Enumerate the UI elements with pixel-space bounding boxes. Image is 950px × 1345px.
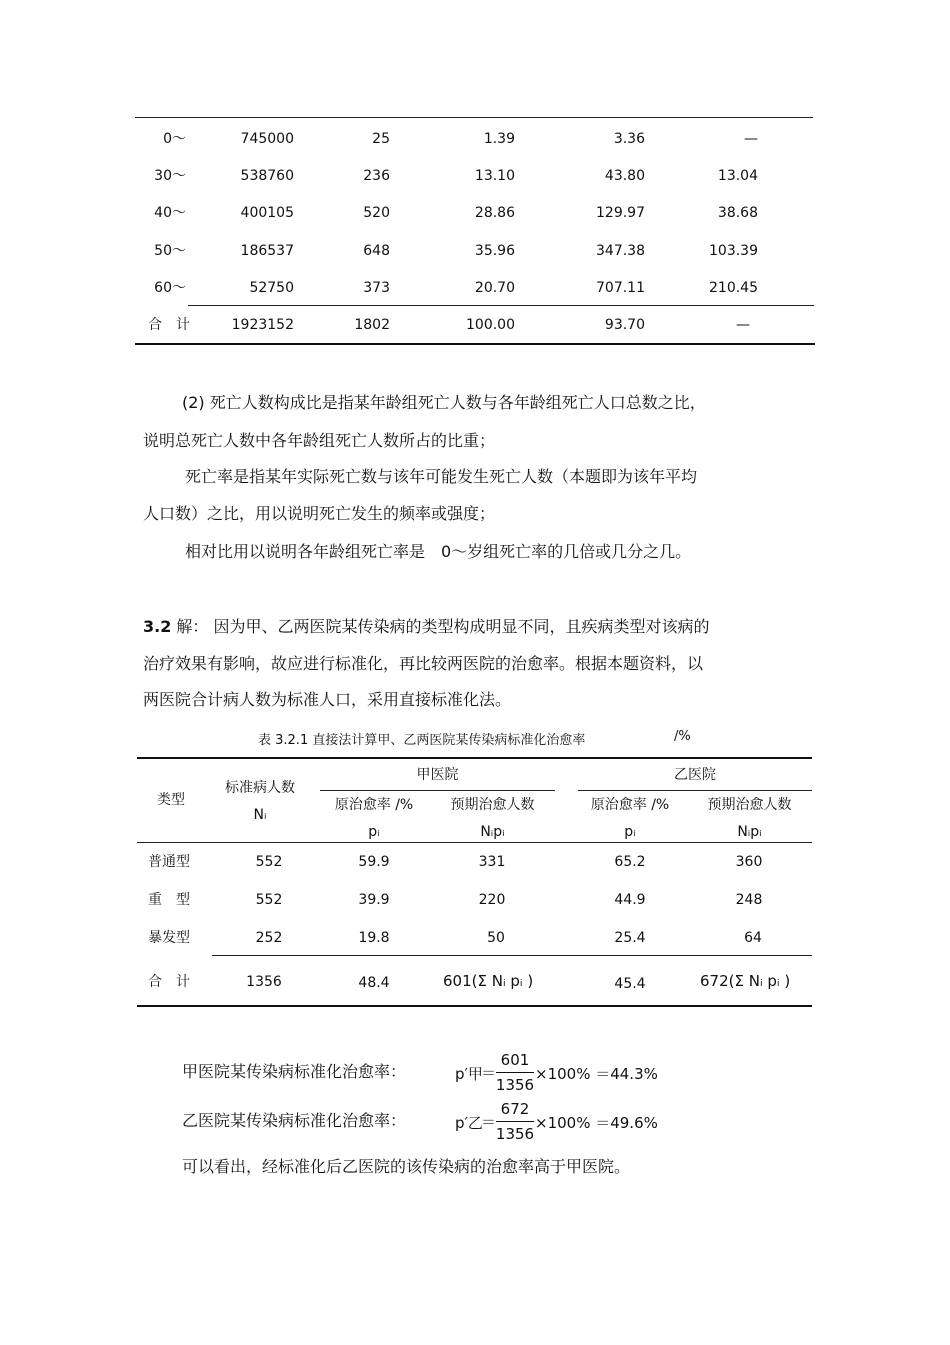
equals-sign: ＝ <box>481 1113 497 1131</box>
header-orig-rate-a: 原治愈率 /% <box>334 797 414 813</box>
ratio-cell: 1.39 <box>483 131 515 147</box>
rate-cell: 43.80 <box>604 168 645 184</box>
pb-cell: 25.4 <box>614 930 646 946</box>
header-type: 类型 <box>157 792 185 808</box>
formula-a-symbol: p′甲 <box>455 1065 483 1083</box>
pa-cell: 59.9 <box>358 854 390 870</box>
rel-cell: — <box>736 317 750 333</box>
header-orig-rate-b: 原治愈率 /% <box>590 797 670 813</box>
age-cell: 60～ <box>154 280 186 296</box>
nb-total-sum: 672(Σ Nᵢ pᵢ ) <box>700 972 791 990</box>
section-3-2-line1 <box>143 616 710 638</box>
section-3-2-line2: 治疗效果有影响，故应进行标准化，再比较两医院的治愈率。根据本题资料，以 <box>143 654 704 673</box>
table2-header-rule <box>137 842 812 843</box>
rel-cell: 103.39 <box>709 243 758 259</box>
ratio-cell: 20.70 <box>474 280 515 296</box>
rate-cell: 707.11 <box>596 280 645 296</box>
hospital-b-rule <box>578 790 812 791</box>
pb-cell: 44.9 <box>614 892 646 908</box>
fraction-bar <box>496 1121 534 1122</box>
rate-cell: 3.36 <box>613 131 645 147</box>
type-cell: 普通型 <box>148 854 190 870</box>
fraction-bar <box>496 1072 534 1073</box>
rel-cell: 38.68 <box>717 205 758 221</box>
na-total-sum: 601(Σ Nᵢ pᵢ ) <box>443 972 534 990</box>
rel-cell: — <box>744 131 758 147</box>
formula-b-denominator: 1356 <box>495 1125 535 1143</box>
deaths-cell: 236 <box>363 168 390 184</box>
header-hospital-a: 甲医院 <box>416 767 459 783</box>
rel-cell: 210.45 <box>709 280 758 296</box>
section-text: 解： 因为甲、乙两医院某传染病的类型构成明显不同，且疾病类型对该病的 <box>171 617 710 636</box>
header-std: 标准病人数 <box>225 780 295 796</box>
conclusion: 可以看出，经标准化后乙医院的该传染病的治愈率高于甲医院。 <box>182 1157 631 1176</box>
nb-cell: 360 <box>735 854 763 870</box>
age-cell: 合 计 <box>148 317 190 333</box>
section-3-2-line3: 两医院合计病人数为标准人口，采用直接标准化法。 <box>143 690 512 709</box>
equals-sign: ＝ <box>481 1064 497 1082</box>
table1-total-rule <box>188 305 814 306</box>
pop-cell: 52750 <box>249 280 294 296</box>
section-number: 3.2 <box>143 617 172 636</box>
na-cell: 331 <box>478 854 506 870</box>
formula-b-label: 乙医院某传染病标准化治愈率： <box>182 1111 407 1130</box>
paragraph-relative-ratio: 相对比用以说明各年龄组死亡率是 0～岁组死亡率的几倍或几分之几。 <box>185 542 692 561</box>
nb-cell: 248 <box>735 892 763 908</box>
header-pred-b: 预期治愈人数 <box>707 797 792 813</box>
type-cell: 合 计 <box>148 974 190 990</box>
na-cell: 220 <box>478 892 506 908</box>
header-np-symbol-a: Nᵢpᵢ <box>480 824 505 840</box>
rate-cell: 347.38 <box>596 243 645 259</box>
nb-cell: 64 <box>744 930 762 946</box>
hospital-a-rule <box>320 790 555 791</box>
formula-b-result: ×100% ＝49.6% <box>535 1114 658 1132</box>
pa-cell: 48.4 <box>358 975 390 991</box>
pop-cell: 745000 <box>240 131 294 147</box>
table2-bottom-rule <box>137 1005 812 1007</box>
header-std-symbol: Nᵢ <box>253 807 267 823</box>
formula-a-label: 甲医院某传染病标准化治愈率： <box>182 1062 407 1081</box>
type-cell: 暴发型 <box>148 930 190 946</box>
n-cell: 552 <box>255 892 283 908</box>
age-cell: 40～ <box>154 205 186 221</box>
rel-cell: 13.04 <box>717 168 758 184</box>
formula-a-numerator: 601 <box>500 1051 530 1069</box>
table2-total-rule <box>212 955 812 956</box>
header-np-symbol-b: Nᵢpᵢ <box>737 824 762 840</box>
paragraph-composition-cont: 说明总死亡人数中各年龄组死亡人数所占的比重； <box>143 431 496 450</box>
n-cell: 252 <box>255 930 283 946</box>
table2-caption: 表 3.2.1 直接法计算甲、乙两医院某传染病标准化治愈率 <box>258 733 586 748</box>
n-cell: 552 <box>255 854 283 870</box>
pop-cell: 186537 <box>240 243 294 259</box>
paragraph-death-rate: 死亡率是指某年实际死亡数与该年可能发生死亡人数（本题即为该年平均 <box>185 467 698 486</box>
deaths-cell: 373 <box>363 280 390 296</box>
paragraph-death-rate-cont: 人口数）之比，用以说明死亡发生的频率或强度； <box>143 504 496 523</box>
ratio-cell: 35.96 <box>474 243 515 259</box>
header-p-symbol-b: pᵢ <box>624 824 636 840</box>
rate-cell: 129.97 <box>596 205 645 221</box>
formula-a-result: ×100% ＝44.3% <box>535 1065 658 1083</box>
deaths-cell: 1802 <box>354 317 390 333</box>
table1-bottom-rule <box>135 343 815 345</box>
header-hospital-b: 乙医院 <box>674 767 716 783</box>
paragraph-composition: (2) 死亡人数构成比是指某年龄组死亡人数与各年龄组死亡人口总数之比， <box>182 393 706 412</box>
age-cell: 50～ <box>154 243 186 259</box>
pb-cell: 45.4 <box>614 976 646 992</box>
table2-unit: /% <box>674 729 691 744</box>
na-cell: 50 <box>487 930 505 946</box>
deaths-cell: 648 <box>363 243 390 259</box>
pop-cell: 1923152 <box>231 317 294 333</box>
age-cell: 30～ <box>154 168 186 184</box>
formula-b-symbol: p′乙 <box>455 1114 483 1132</box>
ratio-cell: 100.00 <box>466 317 515 333</box>
type-cell: 重 型 <box>148 892 190 908</box>
pop-cell: 538760 <box>240 168 294 184</box>
formula-b-numerator: 672 <box>500 1100 530 1118</box>
ratio-cell: 28.86 <box>474 205 515 221</box>
pa-cell: 39.9 <box>358 892 390 908</box>
pb-cell: 65.2 <box>614 854 646 870</box>
header-pred-a: 预期治愈人数 <box>450 797 535 813</box>
ratio-cell: 13.10 <box>474 168 515 184</box>
n-cell: 1356 <box>246 974 282 990</box>
pa-cell: 19.8 <box>358 930 390 946</box>
age-cell: 0～ <box>163 131 186 147</box>
rate-cell: 93.70 <box>604 317 645 333</box>
formula-a-denominator: 1356 <box>495 1076 535 1094</box>
table2-top-rule <box>137 757 812 759</box>
deaths-cell: 520 <box>363 205 390 221</box>
pop-cell: 400105 <box>240 205 294 221</box>
deaths-cell: 25 <box>372 131 390 147</box>
table1-top-rule <box>135 117 813 118</box>
header-p-symbol-a: pᵢ <box>368 824 380 840</box>
